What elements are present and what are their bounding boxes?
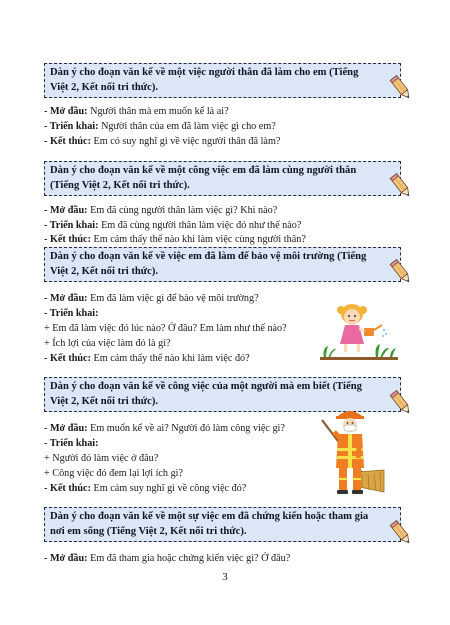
pencil-icon xyxy=(388,517,418,547)
pencil-icon xyxy=(388,387,418,417)
section-3-heading: Dàn ý cho đoạn văn kể về việc em đã làm để bảo vệ môi trường (Tiếng Việt 2, Kết nối tri thức). xyxy=(44,247,401,282)
section-1-line-1: - Mở đầu: Người thân mà em muốn kể là ai? xyxy=(44,106,229,117)
section-4-line-2: - Triển khai: xyxy=(44,438,99,449)
section-3-line-4: + Ích lợi của việc làm đó là gì? xyxy=(44,338,171,349)
section-5-heading: Dàn ý cho đoạn văn kể về một sự việc em đã chứng kiến hoặc tham gia nơi em sống (Tiếng Việt 2, Kết nối tri thức). xyxy=(44,507,401,542)
section-2-line-3: - Kết thúc: Em cảm thấy thế nào khi làm việc cùng người thân? xyxy=(44,234,306,245)
section-5-line-1: - Mở đầu: Em đã tham gia hoặc chứng kiến việc gì? Ở đâu? xyxy=(44,553,291,564)
pencil-icon xyxy=(388,170,418,200)
section-4-line-5: - Kết thúc: Em cảm suy nghĩ gì về công việc đó? xyxy=(44,483,247,494)
girl-watering-plants-illustration xyxy=(318,300,400,362)
section-1-line-3: - Kết thúc: Em có suy nghĩ gì về việc người thân đã làm? xyxy=(44,136,281,147)
section-2-line-1: - Mở đầu: Em đã cùng người thân làm việc gì? Khi nào? xyxy=(44,205,278,216)
street-sweeper-illustration xyxy=(318,408,388,498)
pencil-icon xyxy=(388,72,418,102)
section-4-heading: Dàn ý cho đoạn văn kể về công việc của một người mà em biết (Tiếng Việt 2, Kết nối tri thức). xyxy=(44,377,401,412)
section-2-heading: Dàn ý cho đoạn văn kể về một công việc em đã làm cùng người thân (Tiếng Việt 2, Kết nối tri thức). xyxy=(44,161,401,196)
section-1-line-2: - Triển khai: Người thân của em đã làm việc gì cho em? xyxy=(44,121,276,132)
section-3-line-2: - Triển khai: xyxy=(44,308,99,319)
section-4-line-4: + Công việc đó đem lại lợi ích gì? xyxy=(44,468,184,479)
section-3-line-1: - Mở đầu: Em đã làm việc gì để bảo vệ môi trường? xyxy=(44,293,259,304)
page-number: 3 xyxy=(222,571,228,583)
section-3-line-3: + Em đã làm việc đó lúc nào? Ở đâu? Em làm như thế nào? xyxy=(44,323,287,334)
section-4-line-1: - Mở đầu: Em muốn kể về ai? Người đó làm công việc gì? xyxy=(44,423,285,434)
section-4-line-3: + Người đó làm việc ở đâu? xyxy=(44,453,159,464)
section-2-line-2: - Triển khai: Em đã cùng người thân làm việc đó như thế nào? xyxy=(44,220,302,231)
pencil-icon xyxy=(388,256,418,286)
section-1-heading: Dàn ý cho đoạn văn kể về một việc người thân đã làm cho em (Tiếng Việt 2, Kết nối tri thức). xyxy=(44,63,401,98)
section-3-line-5: - Kết thúc: Em cảm thấy thế nào khi làm việc đó? xyxy=(44,353,250,364)
